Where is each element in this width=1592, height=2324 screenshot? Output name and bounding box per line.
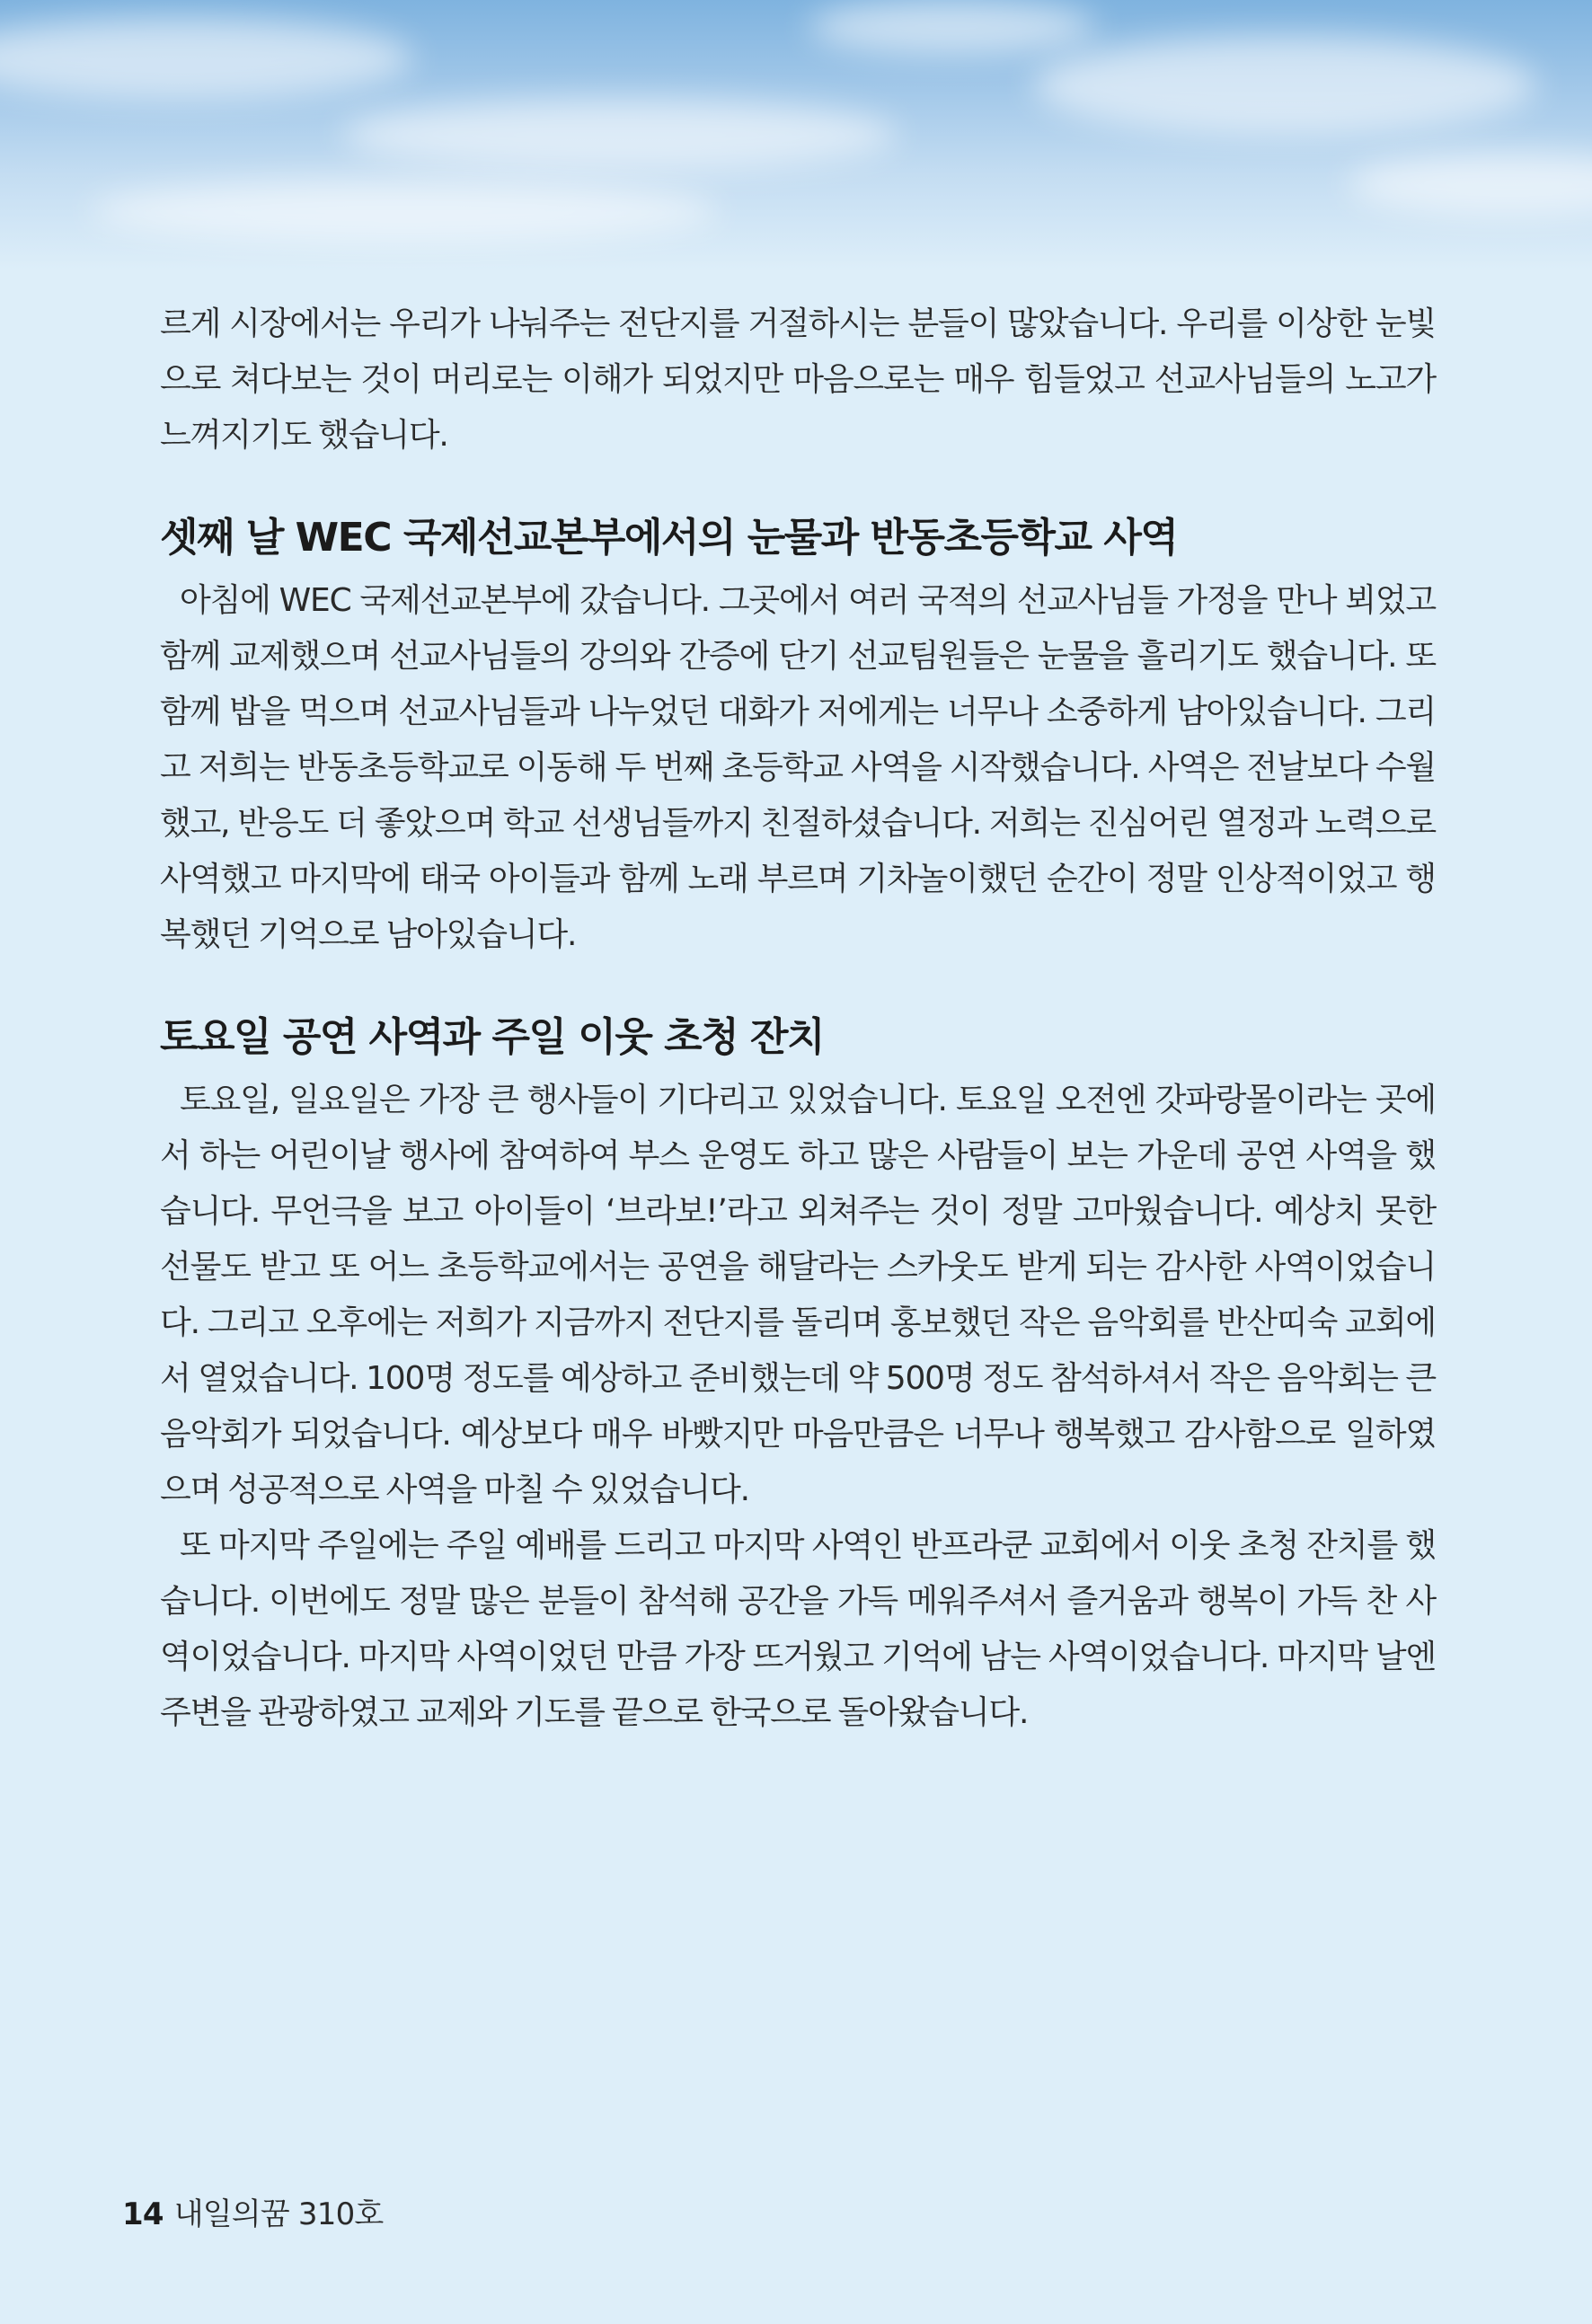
- cloud: [1348, 153, 1592, 216]
- page-footer: [122, 2192, 383, 2237]
- intro-paragraph: 르게 시장에서는 우리가 나눠주는 전단지를 거절하시는 분들이 많았습니다. 우리를 이상한 눈빛으로 쳐다보는 것이 머리로는 이해가 되었지만 마음으로는 매우 힘들었고 선교사님들의 노고가 느껴지기도 했습니다.: [160, 305, 1436, 454]
- section-paragraph-day3: 아침에 WEC 국제선교본부에 갔습니다. 그곳에서 여러 국적의 선교사님들 가정을 만나 뵈었고 함께 교제했으며 선교사님들의 강의와 간증에 단기 선교팀원들은 눈물을 흘리기도 했습니다. 또 함께 밥을 먹으며 선교사님들과 나누었던 대화가 저에게는 너무나 소중하게 남아있습니다. 그리고 저희는 반동초등학교로 이동해 두 번째 초등학교 사역을 시작했습니다. 사역은 전날보다 수월했고, 반응도 더 좋았으며 학교 선생님들까지 친절하셨습니다. 저희는 진심어린 열정과 노력으로 사역했고 마지막에 태국 아이들과 함께 노래 부르며 기차놀이했던 순간이 정말 인상적이었고 행복했던 기억으로 남아있습니다.: [160, 582, 1436, 953]
- publication-title: 내일의꿈 310호: [173, 2196, 384, 2232]
- cloud: [1033, 36, 1536, 135]
- cloud: [0, 18, 413, 99]
- article-body: [160, 296, 1436, 1741]
- cloud: [341, 99, 898, 171]
- cloud: [90, 180, 719, 243]
- page-number: 14: [122, 2196, 164, 2232]
- sky-banner: [0, 0, 1592, 270]
- cloud: [809, 0, 1096, 54]
- section-paragraph-weekend-2: 또 마지막 주일에는 주일 예배를 드리고 마지막 사역인 반프라쿤 교회에서 이웃 초청 잔치를 했습니다. 이번에도 정말 많은 분들이 참석해 공간을 가득 메워주셔서 즐거움과 행복이 가득 찬 사역이었습니다. 마지막 사역이었던 만큼 가장 뜨거웠고 기억에 남는 사역이었습니다. 마지막 날엔 주변을 관광하였고 교제와 기도를 끝으로 한국으로 돌아왔습니다.: [160, 1527, 1436, 1731]
- section-paragraph-weekend-1: 토요일, 일요일은 가장 큰 행사들이 기다리고 있었습니다. 토요일 오전엔 갓파랑몰이라는 곳에서 하는 어린이날 행사에 참여하여 부스 운영도 하고 많은 사람들이 보는 가운데 공연 사역을 했습니다. 무언극을 보고 아이들이 ‘브라보!’라고 외쳐주는 것이 정말 고마웠습니다. 예상치 못한 선물도 받고 또 어느 초등학교에서는 공연을 해달라는 스카웃도 받게 되는 감사한 사역이었습니다. 그리고 오후에는 저희가 지금까지 전단지를 돌리며 홍보했던 작은 음악회를 반산띠숙 교회에서 열었습니다. 100명 정도를 예상하고 준비했는데 약 500명 정도 참석하셔서 작은 음악회는 큰 음악회가 되었습니다. 예상보다 매우 바빴지만 마음만큼은 너무나 행복했고 감사함으로 일하였으며 성공적으로 사역을 마칠 수 있었습니다.: [160, 1082, 1436, 1508]
- section-heading-day3: 셋째 날 WEC 국제선교본부에서의 눈물과 반동초등학교 사역: [160, 515, 1178, 561]
- section-heading-weekend: 토요일 공연 사역과 주일 이웃 초청 잔치: [160, 1014, 824, 1060]
